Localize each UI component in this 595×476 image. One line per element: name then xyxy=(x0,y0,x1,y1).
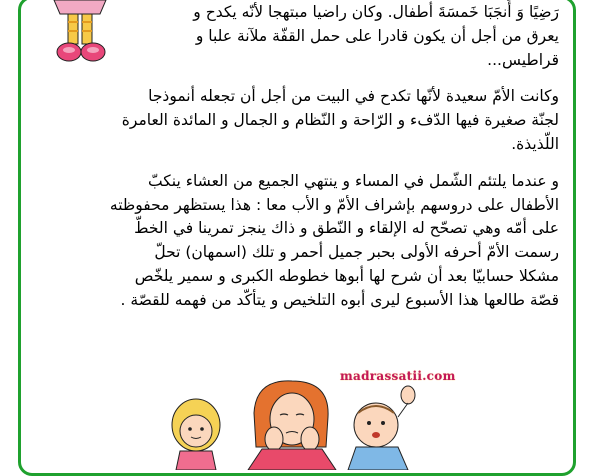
text-line: اللّذيذة. xyxy=(511,134,559,153)
paragraph-1 xyxy=(72,0,559,72)
text-line: رسمت الأمّ أحرفه الأولى بحبر جميل أحمر و تلك (اسمهان) تحلّ xyxy=(154,243,559,262)
text-line: قصّة طالعها هذا الأسبوع ليرى أبوه التلخيص و يتأكّد من فهمه للقصّة . xyxy=(120,290,559,309)
text-line: قراطيس... xyxy=(487,50,559,69)
paragraph-3 xyxy=(72,170,559,313)
text-line: مشكلا حسابيّا بعد أن شرح لها أبوها خطوطه الكبرى و سمير يلخّص xyxy=(134,266,559,285)
text-line: وكانت الأمّ سعيدة لأنّها تكدح في البيت من أجل أن تجعله أنموذجا xyxy=(148,87,559,106)
text-line: لجنّة صغيرة فيها الدّفء و الرّاحة و النّظام و الجمال و المائدة العامرة xyxy=(121,111,559,130)
story-text xyxy=(72,0,559,313)
mother-and-children-illustration xyxy=(158,373,428,470)
text-line: رَضِيًا وَ أَنجَبَا خَمسَةَ أطفال. وكان راضيا مبتهجا لأنّه يكدح و xyxy=(193,3,559,21)
text-line: الأطفال على دروسهم بإشراف الأمّ و الأب معا : هذا يستظهر محفوظته xyxy=(109,195,559,214)
watermark-text: madrassatii.com xyxy=(340,369,456,383)
text-line: و عندما يلتئم الشّمل في المساء و ينتهي الجميع من العشاء ينكبّ xyxy=(148,171,559,190)
text-line: على أمّه وهي تصحّح له الإلقاء و النّطق و ذاك ينجز تمرينا في الخطّ xyxy=(134,219,559,238)
text-line: يعرق من أجل أن يكون قادرا على حمل القفّة ملآنة علبا و xyxy=(195,26,559,45)
paragraph-2 xyxy=(72,85,559,156)
